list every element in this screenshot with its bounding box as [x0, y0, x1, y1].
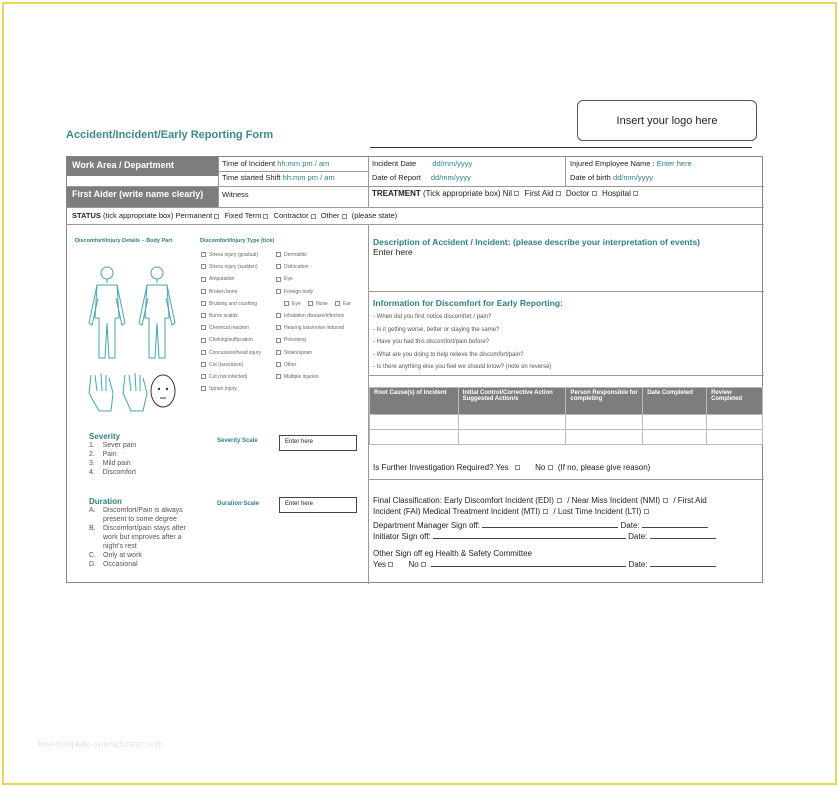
table-cell[interactable]	[370, 415, 459, 430]
table-cell[interactable]	[707, 415, 763, 430]
status-label: STATUS	[72, 211, 101, 220]
divider	[218, 171, 368, 172]
signoff-section	[373, 521, 716, 570]
severity-scale-label: Severity Scale	[217, 438, 258, 444]
report-form	[66, 156, 763, 583]
injury-option[interactable]: Cut (not infected)	[201, 371, 261, 383]
duration-scale-input[interactable]: Enter here	[279, 497, 357, 513]
status-option-contractor[interactable]: Contractor	[274, 211, 319, 220]
incident-date-field[interactable]	[372, 159, 472, 168]
question-text: - When did you first notice discomfort / pain?	[373, 314, 492, 320]
injury-type-col-1	[201, 249, 261, 395]
severity-item: 1. Sever pain	[89, 442, 137, 449]
question-text: - Is it getting worse, better or staying the same?	[373, 326, 500, 333]
duration-scale-label: Duration Scale	[217, 501, 260, 507]
injury-option[interactable]: Stress injury (gradual)	[201, 249, 261, 261]
date-of-report-label: Date of Report	[372, 173, 421, 182]
duration-title: Duration	[89, 497, 122, 506]
header-person-responsible: Person Responsible for completing	[566, 388, 643, 415]
logo-placeholder[interactable]: Insert your logo here	[577, 100, 757, 141]
watermark: free-template-spreadsheet.com	[38, 739, 164, 749]
table-row	[370, 430, 763, 445]
divider	[368, 291, 764, 292]
injury-option[interactable]: Hearing loss/noise induced	[276, 322, 351, 334]
header-review-completed: Review Completed	[707, 388, 763, 415]
table-cell[interactable]	[458, 415, 566, 430]
header-root-cause: Root Cause(s) of Incident	[370, 388, 459, 415]
injury-option[interactable]: Foreign body	[276, 286, 351, 298]
classification-line-2: Incident (FAI) Medical Treatment Incident (MTI) / Lost Time Incident (LTI)	[373, 506, 761, 517]
divider	[565, 157, 566, 186]
duration-item: D. Occasional	[89, 561, 138, 568]
status-note: (please state)	[351, 211, 398, 220]
body-part-heading: Discomfort/Injury Details – Body Part	[75, 238, 173, 244]
status-option-permanent[interactable]: Permanent	[176, 211, 223, 220]
injury-option[interactable]: Dermatitis	[276, 249, 351, 261]
description-input[interactable]: Enter here	[373, 247, 413, 257]
injury-option[interactable]: Sprain injury	[201, 383, 261, 395]
date-of-birth-field[interactable]	[570, 173, 653, 182]
other-signoff-row[interactable]: Yes No Date:	[373, 560, 716, 571]
divider	[368, 479, 764, 480]
investigation-note: (If no, please give reason)	[557, 463, 651, 472]
treatment-option-nil[interactable]: Nil	[503, 189, 523, 198]
divider	[218, 157, 219, 207]
time-of-incident-value: hh:mm pm / am	[277, 159, 330, 168]
manager-signoff-row[interactable]: Department Manager Sign off: Date:	[373, 521, 716, 532]
investigation-no-checkbox[interactable]	[548, 465, 553, 470]
injury-type-heading: Discomfort/Injury Type (tick)	[200, 238, 275, 244]
question-text: - Is there anything else you feel we should know? (note on reverse)	[373, 364, 552, 370]
divider	[368, 157, 369, 207]
other-signoff-label: Other Sign off eg Health & Safety Committee	[373, 549, 533, 558]
header-corrective-action: Initial Control/Corrective Action Suggested Action/s	[458, 388, 566, 415]
mti-checkbox[interactable]	[543, 509, 548, 514]
head-diagram[interactable]	[149, 373, 177, 409]
injury-option[interactable]: Dislocation	[276, 261, 351, 273]
treatment-option-hospital[interactable]: Hospital	[602, 189, 641, 198]
date-of-report-value: dd/mm/yyyy	[430, 173, 471, 182]
injury-option[interactable]: Broken bone	[201, 286, 261, 298]
injury-option[interactable]: Other	[276, 359, 351, 371]
lti-checkbox[interactable]	[644, 509, 649, 514]
table-cell[interactable]	[458, 430, 566, 445]
divider	[67, 186, 764, 187]
investigation-no-label: No	[535, 463, 546, 472]
time-started-shift-value: hh:mm pm / am	[282, 173, 335, 182]
injury-option[interactable]: Stress injury (sudden)	[201, 261, 261, 273]
table-cell[interactable]	[643, 415, 707, 430]
edi-checkbox[interactable]	[557, 498, 562, 503]
date-of-report-field[interactable]	[372, 173, 471, 182]
injured-employee-field[interactable]	[570, 159, 692, 168]
duration-item: C. Only at work	[89, 552, 142, 559]
divider	[67, 224, 764, 225]
treatment-label: TREATMENT	[372, 189, 421, 198]
question-text: - Have you had this discomfort/pain before?	[373, 339, 490, 345]
status-tick-note: (tick appropriate box)	[102, 211, 174, 220]
table-cell[interactable]	[566, 415, 643, 430]
further-investigation-row	[373, 463, 650, 472]
treatment-tick-note: (Tick appropriate box)	[422, 189, 501, 198]
injured-employee-value: Enter here	[656, 159, 692, 168]
initiator-signoff-row[interactable]: Initiator Sign off: Date:	[373, 532, 716, 543]
question-text: - What are you doing to help relieve the discomfort/pain?	[373, 351, 524, 358]
table-cell[interactable]	[370, 430, 459, 445]
divider	[368, 375, 764, 376]
header-date-completed: Date Completed	[643, 388, 707, 415]
eye-nose-ear-options[interactable]: Eye Nose Ear	[276, 298, 351, 310]
injury-option[interactable]: Burns scalds	[201, 310, 261, 322]
treatment-row	[372, 189, 641, 198]
injury-option[interactable]: Bruising and crushing	[201, 298, 261, 310]
severity-item: 4. Discomfort	[89, 469, 137, 476]
table-cell[interactable]	[707, 430, 763, 445]
injury-option[interactable]: Eye	[276, 273, 351, 285]
status-option-fixed-term[interactable]: Fixed Term	[224, 211, 271, 220]
final-classification	[373, 495, 761, 517]
severity-item: 2. Pain	[89, 451, 117, 458]
title-divider	[370, 147, 752, 148]
time-of-incident-field[interactable]	[222, 159, 329, 168]
injury-type-col-2	[276, 249, 351, 383]
table-row	[370, 415, 763, 430]
incident-date-value: dd/mm/yyyy	[432, 159, 473, 168]
time-started-shift-label: Time started Shift	[222, 173, 281, 182]
severity-title: Severity	[89, 432, 121, 441]
first-aider-label: First Aider (write name clearly)	[67, 186, 218, 207]
injury-option[interactable]: Chemical reaction	[201, 322, 261, 334]
table-cell[interactable]	[566, 430, 643, 445]
severity-item: 3. Mild pain	[89, 460, 131, 467]
status-option-other[interactable]: Other	[321, 211, 350, 220]
work-area-label: Work Area / Department	[67, 157, 218, 176]
injured-employee-label: Injured Employee Name :	[570, 159, 655, 168]
description-title: Description of Accident / Incident: (please describe your interpretation of events)	[373, 237, 700, 247]
actions-table	[369, 387, 763, 445]
duration-item: B. Discomfort/pain stays after work but improves after a night’s rest	[89, 525, 186, 550]
divider	[67, 207, 764, 208]
severity-list	[89, 441, 136, 477]
injury-option[interactable]: Multiple injuries	[276, 371, 351, 383]
table-header-row	[370, 388, 763, 415]
investigation-yes-checkbox[interactable]	[515, 465, 520, 470]
injury-option[interactable]: Inhalation disease/infection	[276, 310, 351, 322]
early-reporting-title: Information for Discomfort for Early Reporting:	[373, 298, 563, 308]
table-cell[interactable]	[643, 430, 707, 445]
incident-date-label: Incident Date	[372, 159, 417, 168]
time-of-incident-label: Time of Incident	[222, 159, 276, 168]
injury-option[interactable]: Cut (laceration)	[201, 359, 261, 371]
severity-scale-input[interactable]: Enter here	[279, 435, 357, 451]
injury-option[interactable]: Poisoning	[276, 334, 351, 346]
status-row	[72, 211, 397, 220]
witness-label[interactable]: Witness	[222, 190, 249, 199]
time-started-shift-field[interactable]	[222, 173, 335, 182]
duration-item: A. Discomfort/Pain is always present to some degree	[89, 507, 183, 523]
injury-option[interactable]: Choking/suffocation	[201, 334, 261, 346]
injury-option[interactable]: Amputation	[201, 273, 261, 285]
nmi-checkbox[interactable]	[663, 498, 668, 503]
date-of-birth-label: Date of birth	[570, 173, 611, 182]
date-of-birth-value: dd/mm/yyyy	[612, 173, 653, 182]
treatment-option-doctor[interactable]: Doctor	[566, 189, 600, 198]
classification-line-1: Final Classification: Early Discomfort Incident (EDI) / Near Miss Incident (NMI) / First Aid	[373, 496, 707, 505]
form-title: Accident/Incident/Early Reporting Form	[66, 129, 274, 141]
duration-list	[89, 506, 199, 569]
treatment-option-first-aid[interactable]: First Aid	[525, 189, 564, 198]
early-reporting-questions	[373, 311, 551, 374]
injury-option[interactable]: Concussion/head injury	[201, 347, 261, 359]
further-investigation-question: Is Further Investigation Required? Yes	[373, 463, 509, 472]
injury-option[interactable]: Strain/sprain	[276, 347, 351, 359]
